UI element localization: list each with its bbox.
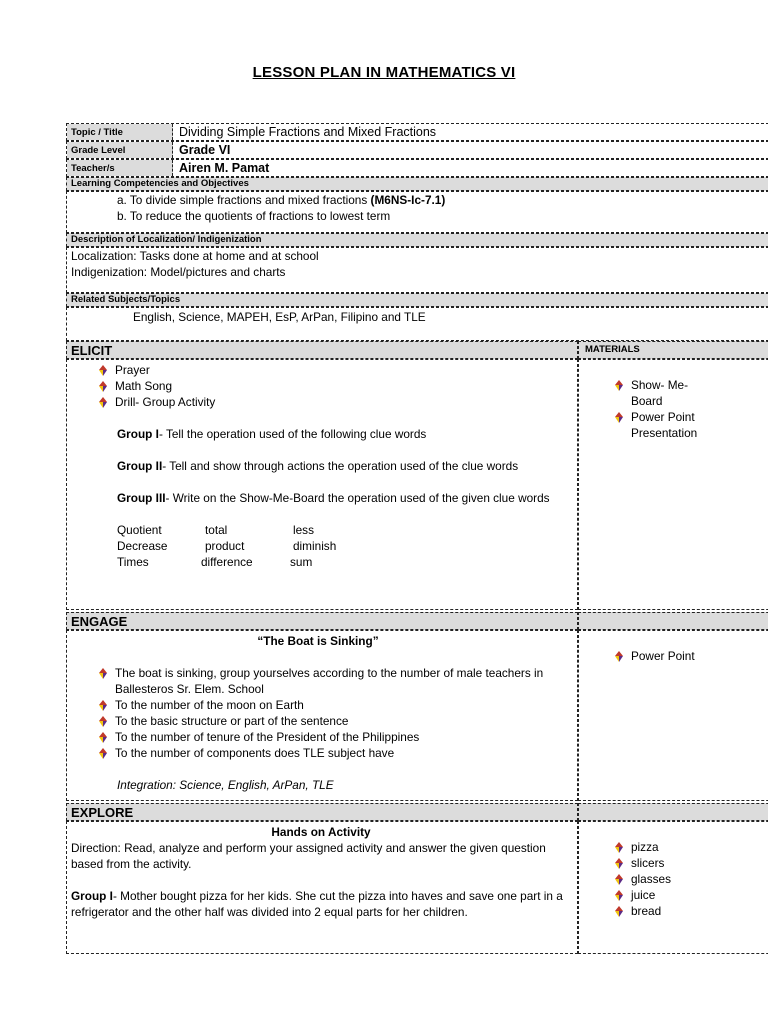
- grade-value: Grade VI: [179, 143, 231, 157]
- related-header: [66, 293, 768, 307]
- bullet-icon: [97, 397, 109, 408]
- explore-subtitle: Hands on Activity: [271, 825, 371, 839]
- localization-body: [66, 247, 768, 293]
- competencies-header: [66, 177, 768, 191]
- engage-header: ENGAGE: [66, 612, 578, 630]
- objective-b: b. To reduce the quotients of fractions to lowest term: [117, 209, 391, 223]
- group-2: Group II- Tell and show through actions the operation used of the clue words: [117, 459, 519, 473]
- teacher-value: Airen M. Pamat: [179, 161, 270, 175]
- engage-materials-header: [578, 612, 768, 630]
- list-item: To the number of components does TLE subject have: [93, 745, 569, 761]
- bullet-icon: [97, 365, 109, 376]
- engage-bullets: [93, 665, 569, 761]
- topic-value: Dividing Simple Fractions and Mixed Fractions: [179, 125, 437, 139]
- list-item: Math Song: [93, 378, 569, 394]
- competencies-body: [66, 191, 768, 233]
- competencies-label: Learning Competencies and Objectives: [71, 178, 249, 189]
- explore-direction: Direction: Read, analyze and perform your assigned activity and answer the given question based from the activity.: [71, 841, 546, 871]
- elicit-bullets: [93, 362, 569, 410]
- elicit-header: ELICIT: [66, 341, 578, 359]
- teacher-label: Teacher/s: [67, 160, 173, 176]
- clue-row: Decrease product diminish: [117, 539, 337, 553]
- elicit-materials-list: [609, 377, 768, 441]
- list-item: slicers: [609, 855, 768, 871]
- explore-materials-list: [609, 839, 768, 919]
- localization-line: Localization: Tasks done at home and at school: [71, 249, 319, 263]
- grade-label: Grade Level: [67, 142, 173, 158]
- bullet-icon: [97, 668, 109, 679]
- group-3: Group III- Write on the Show-Me-Board the operation used of the given clue words: [117, 491, 550, 505]
- topic-label: Topic / Title: [67, 124, 173, 140]
- list-item: Power Point: [609, 648, 768, 664]
- bullet-icon: [613, 842, 625, 853]
- related-value: English, Science, MAPEH, EsP, ArPan, Filipino and TLE: [133, 310, 426, 324]
- bullet-icon: [613, 412, 625, 423]
- engage-materials: [578, 630, 768, 801]
- bullet-icon: [613, 874, 625, 885]
- bullet-icon: [613, 651, 625, 662]
- clue-row: Times difference sum: [117, 555, 313, 569]
- teacher-row: [66, 159, 768, 177]
- explore-group-1: Group I- Mother bought pizza for her kids. She cut the pizza into haves and save one part in a refrigerator and the other half was divided into 2 equal parts for her children.: [71, 889, 563, 919]
- grade-row: [66, 141, 768, 159]
- bullet-icon: [97, 748, 109, 759]
- list-item: To the number of the moon on Earth: [93, 697, 569, 713]
- clue-row: Quotient total less: [117, 523, 314, 537]
- list-item: bread: [609, 903, 768, 919]
- engage-materials-list: [609, 648, 768, 664]
- related-label: Related Subjects/Topics: [71, 294, 181, 305]
- localization-header: [66, 233, 768, 247]
- engage-content: [66, 630, 578, 801]
- related-body: [66, 307, 768, 341]
- explore-header: EXPLORE: [66, 803, 578, 821]
- list-item: Power Point Presentation: [609, 409, 721, 441]
- list-item: To the number of tenure of the President of the Philippines: [93, 729, 569, 745]
- clue-words: [117, 522, 569, 570]
- objective-a: a. To divide simple fractions and mixed fractions (M6NS-Ic-7.1): [117, 193, 446, 207]
- elicit-content: [66, 359, 578, 610]
- elicit-materials: [578, 359, 768, 610]
- explore-materials-header: [578, 803, 768, 821]
- indigenization-line: Indigenization: Model/pictures and charts: [71, 265, 286, 279]
- list-item: To the basic structure or part of the sentence: [93, 713, 569, 729]
- materials-header: MATERIALS: [578, 341, 768, 359]
- localization-label: Description of Localization/ Indigenization: [71, 234, 262, 245]
- bullet-icon: [613, 858, 625, 869]
- list-item: Drill- Group Activity: [93, 394, 569, 410]
- bullet-icon: [613, 890, 625, 901]
- topic-row: [66, 123, 768, 141]
- bullet-icon: [97, 381, 109, 392]
- engage-subtitle: “The Boat is Sinking”: [257, 634, 379, 648]
- bullet-icon: [613, 380, 625, 391]
- objective-code: (M6NS-Ic-7.1): [370, 193, 446, 207]
- explore-content: [66, 821, 578, 954]
- list-item: pizza: [609, 839, 768, 855]
- bullet-icon: [97, 700, 109, 711]
- list-item: Prayer: [93, 362, 569, 378]
- elicit-groups: [93, 410, 569, 570]
- bullet-icon: [97, 732, 109, 743]
- page-title: LESSON PLAN IN MATHEMATICS VI: [252, 64, 516, 81]
- group-1: Group I- Tell the operation used of the following clue words: [117, 427, 427, 441]
- list-item: The boat is sinking, group yourselves according to the number of male teachers in Ballesteros Sr. Elem. School: [93, 665, 569, 697]
- list-item: Show- Me- Board: [609, 377, 721, 409]
- explore-materials: [578, 821, 768, 954]
- bullet-icon: [97, 716, 109, 727]
- list-item: glasses: [609, 871, 768, 887]
- list-item: juice: [609, 887, 768, 903]
- integration-text: Integration: Science, English, ArPan, TLE: [117, 778, 334, 792]
- bullet-icon: [613, 906, 625, 917]
